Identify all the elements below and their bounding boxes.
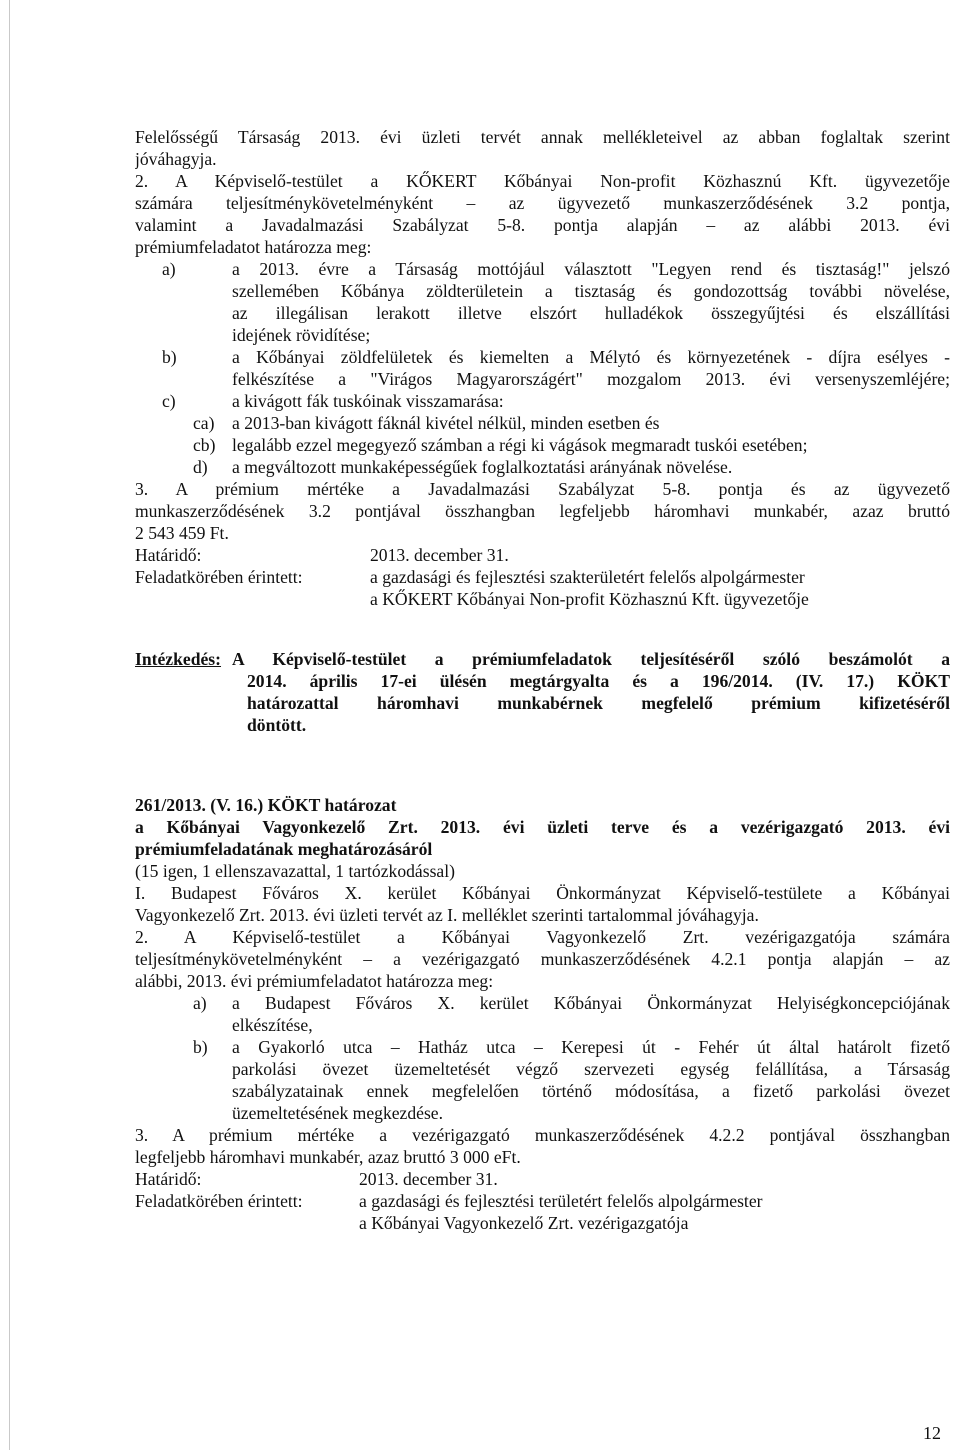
responsible-row xyxy=(135,1190,950,1212)
text-line: 2 543 459 Ft. xyxy=(135,523,229,543)
text-line: munkaszerződésének 3.2 pontjával összhangban legfeljebb háromhavi munkabér, azaz bruttó xyxy=(135,501,950,521)
list-item-b xyxy=(135,1036,950,1058)
deadline-row xyxy=(135,544,950,566)
responsible-value: a gazdasági és fejlesztési szakterületért felelős alpolgármester xyxy=(370,567,805,587)
text-line: számára teljesítménykövetelményként – az ügyvezető munkaszerződésének 3.2 pontja, xyxy=(135,193,950,213)
deadline-label: Határidő: xyxy=(135,545,202,565)
text-line: döntött. xyxy=(247,715,307,735)
list-marker: a) xyxy=(193,993,207,1013)
action-cont xyxy=(135,692,950,714)
text-line: felkészítése a "Virágos Magyarországért" mozgalom 2013. évi versenyszemléjére; xyxy=(232,369,950,389)
text-line: alábbi, 2013. évi prémiumfeladatot határozza meg: xyxy=(135,971,494,991)
list-item-a xyxy=(135,258,950,280)
text-line: parkolási övezet üzemeltetését végző szervezeti egység felállítása, a Társaság xyxy=(232,1059,950,1079)
text-line: Felelősségű Társaság 2013. évi üzleti tervét annak mellékleteivel az abban foglaltak szerint xyxy=(135,127,950,147)
text-line: szellemében Kőbánya zöldterületein a tisztaság és gondozottság további növelése, xyxy=(232,281,950,301)
list-item-ca xyxy=(135,412,950,434)
text-line: 2014. április 17-ei ülésén megtárgyalta és a 196/2014. (IV. 17.) KÖKT xyxy=(247,671,950,691)
list-item-a-cont xyxy=(135,280,950,302)
resolution-subject: a Kőbányai Vagyonkezelő Zrt. 2013. évi üzleti terve és a vezérigazgató 2013. évi xyxy=(135,817,950,837)
deadline-value: 2013. december 31. xyxy=(359,1169,498,1189)
list-item-b-cont xyxy=(135,1080,950,1102)
text-line: 3. A prémium mértéke a Javadalmazási Szabályzat 5-8. pontja és az ügyvezető xyxy=(135,479,950,499)
list-marker: b) xyxy=(162,347,177,367)
text-line: 3. A prémium mértéke a vezérigazgató munkaszerződésének 4.2.2 pontjával összhangban xyxy=(135,1125,950,1145)
resolution-title: 261/2013. (V. 16.) KÖKT határozat xyxy=(135,795,397,815)
text-line: idejének rövidítése; xyxy=(232,325,371,345)
list-marker: c) xyxy=(162,391,176,411)
responsible-value: a KŐKERT Kőbányai Non-profit Közhasznú Kft. ügyvezetője xyxy=(370,589,809,609)
deadline-value: 2013. december 31. xyxy=(370,545,509,565)
list-marker: a) xyxy=(162,259,176,279)
list-item-a xyxy=(135,992,950,1014)
action-label: Intézkedés: xyxy=(135,649,222,669)
responsible-label: Feladatkörében érintett: xyxy=(135,1191,303,1211)
text-line: a megváltozott munkaképességűek foglalkoztatási arányának növelése. xyxy=(232,457,733,477)
list-item-c xyxy=(135,390,950,412)
text-line: prémiumfeladatot határozza meg: xyxy=(135,237,372,257)
text-line: a 2013-ban kivágott fáknál kivétel nélkül, minden esetben és xyxy=(232,413,660,433)
responsible-value: a Kőbányai Vagyonkezelő Zrt. vezérigazgatója xyxy=(359,1213,689,1233)
text-line: legalább ezzel megegyező számban a régi ki vágások megmaradt tuskói esetében; xyxy=(232,435,808,455)
text-line: valamint a Javadalmazási Szabályzat 5-8. pontja alapján – az alábbi 2013. évi xyxy=(135,215,950,235)
responsible-row xyxy=(135,1212,950,1234)
list-item-b-cont xyxy=(135,1058,950,1080)
list-item-d xyxy=(135,456,950,478)
text-line: Vagyonkezelő Zrt. 2013. évi üzleti tervét az I. melléklet szerinti tartalommal jóváhagyja. xyxy=(135,905,759,925)
text-line: 2. A Képviselő-testület a KŐKERT Kőbányai Non-profit Közhasznú Kft. ügyvezetője xyxy=(135,171,950,191)
deadline-row xyxy=(135,1168,950,1190)
action-cont xyxy=(135,714,950,736)
list-item-a-cont xyxy=(135,1014,950,1036)
document-page xyxy=(135,126,950,1234)
list-marker: b) xyxy=(193,1037,208,1057)
responsible-row xyxy=(135,588,950,610)
action-cont xyxy=(135,670,950,692)
text-line: határozattal háromhavi munkabérnek megfelelő prémium kifizetéséről xyxy=(247,693,950,713)
action-row xyxy=(135,648,950,670)
list-item-cb xyxy=(135,434,950,456)
text-line: üzemeltetésének megkezdése. xyxy=(232,1103,444,1123)
list-item-b-cont xyxy=(135,368,950,390)
list-marker: ca) xyxy=(193,413,215,433)
text-line: jóváhagyja. xyxy=(135,149,217,169)
text-line: a Gyakorló utca – Hatház utca – Kerepesi út - Fehér út által határolt fizető xyxy=(232,1037,950,1057)
responsible-value: a gazdasági és fejlesztési területért felelős alpolgármester xyxy=(359,1191,763,1211)
text-line: elkészítése, xyxy=(232,1015,313,1035)
text-line: a kivágott fák tuskóinak visszamarása: xyxy=(232,391,504,411)
resolution-subject: prémiumfeladatának meghatározásáról xyxy=(135,839,433,859)
deadline-label: Határidő: xyxy=(135,1169,202,1189)
text-line: szabályzatainak ennek megfelelően történő módosítása, a fizető parkolási övezet xyxy=(232,1081,950,1101)
text-line: 2. A Képviselő-testület a Kőbányai Vagyonkezelő Zrt. vezérigazgatója számára xyxy=(135,927,950,947)
list-marker: cb) xyxy=(193,435,216,455)
vote-line: (15 igen, 1 ellenszavazattal, 1 tartózkodással) xyxy=(135,861,455,881)
scan-edge-line xyxy=(9,0,10,1450)
text-line: a Kőbányai zöldfelületek és kiemelten a Mélytó és környezetének - díjra esélyes - xyxy=(232,347,950,367)
text-line: az illegálisan lerakott illetve elszórt hulladékok összegyűjtési és elszállítási xyxy=(232,303,950,323)
page-number: 12 xyxy=(923,1423,941,1443)
list-item-b xyxy=(135,346,950,368)
list-item-b-cont xyxy=(135,1102,950,1124)
responsible-label: Feladatkörében érintett: xyxy=(135,567,303,587)
responsible-row xyxy=(135,566,950,588)
text-line: a 2013. évre a Társaság mottójául választott "Legyen rend és tisztaság!" jelszó xyxy=(232,259,950,279)
list-marker: d) xyxy=(193,457,208,477)
text-line: legfeljebb háromhavi munkabér, azaz bruttó 3 000 eFt. xyxy=(135,1147,521,1167)
text-line: A Képviselő-testület a prémiumfeladatok teljesítéséről szóló beszámolót a xyxy=(232,649,950,669)
list-item-a-cont xyxy=(135,324,950,346)
text-line: teljesítménykövetelményként – a vezérigazgató munkaszerződésének 4.2.1 pontja alapján – az xyxy=(135,949,950,969)
list-item-a-cont xyxy=(135,302,950,324)
text-line: a Budapest Főváros X. kerület Kőbányai Önkormányzat Helyiségkoncepciójának xyxy=(232,993,950,1013)
text-line: I. Budapest Főváros X. kerület Kőbányai Önkormányzat Képviselő-testülete a Kőbányai xyxy=(135,883,950,903)
